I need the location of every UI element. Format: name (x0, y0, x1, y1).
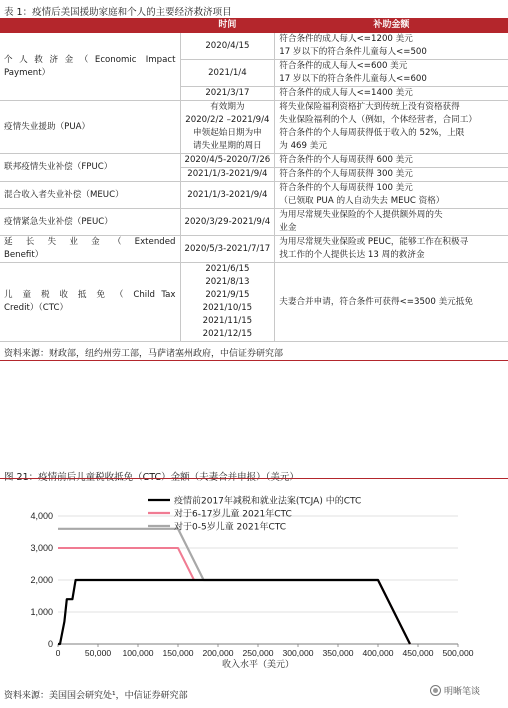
amount-cell (275, 60, 508, 87)
amount-cell (275, 236, 508, 263)
amount-line: 符合条件的成人每人<=1400 美元 (279, 88, 413, 98)
amount-line: 为 469 美元 (279, 141, 327, 151)
x-tick-label: 300,000 (282, 648, 314, 658)
x-tick-label: 350,000 (322, 648, 354, 658)
time-line: 有效期为 (210, 102, 245, 112)
x-tick-label: 150,000 (162, 648, 194, 658)
series-line (58, 548, 410, 644)
program-name-line: Benefit） (4, 250, 44, 260)
x-tick-label: 0 (55, 648, 61, 658)
amount-cell (275, 154, 508, 168)
time-line: 2021/3/17 (205, 88, 250, 98)
time-line: 2021/12/15 (202, 329, 253, 339)
ctc-line-chart (0, 480, 508, 680)
divider (0, 360, 508, 361)
x-tick-label: 500,000 (442, 648, 474, 658)
relief-programs-table (0, 18, 508, 342)
legend-label: 疫情前2017年减税和就业法案(TCJA) 中的CTC (174, 496, 362, 507)
amount-line: 找工作的个人提供长达 13 周的救济金 (279, 250, 425, 260)
program-name-cell (0, 263, 180, 342)
amount-line: 业金 (279, 223, 297, 233)
time-cell (180, 168, 275, 182)
time-line: 请失业星期的周日 (193, 141, 262, 151)
table-header-row (0, 18, 508, 33)
header-program (0, 18, 180, 33)
time-line: 2021/1/3-2021/9/4 (187, 169, 268, 179)
amount-line: 17 岁以下的符合条件儿童每人<=600 (279, 74, 427, 84)
time-cell (180, 182, 275, 209)
y-tick-label: 2,000 (30, 575, 53, 585)
amount-cell (275, 263, 508, 342)
time-cell (180, 87, 275, 101)
amount-line: 夫妻合并申请，符合条件可获得<=3500 美元抵免 (279, 296, 473, 307)
program-name-line: 延 长 失 业 金 （ Extended (4, 237, 176, 247)
amount-cell (275, 33, 508, 60)
amount-line: 符合条件的个人每周获得 100 美元 (279, 183, 413, 193)
program-name-line: 儿 童 税 收 抵 免 （ Child Tax (4, 290, 176, 300)
time-line: 2021/11/15 (202, 316, 253, 326)
amount-cell (275, 101, 508, 154)
time-cell (180, 101, 275, 154)
amount-cell (275, 168, 508, 182)
time-cell (180, 263, 275, 342)
program-name-line: 联邦疫情失业补偿（FPUC） (4, 162, 113, 172)
amount-line: 为用尽常规失业保险的个人提供额外周的失 (279, 210, 443, 220)
program-name-line: 个人救济金（Economic Impact (4, 54, 176, 65)
time-line: 2020/4/5-2020/7/26 (184, 155, 271, 165)
program-name-line: 疫情失业援助（PUA） (4, 121, 91, 132)
watermark-text: 明晰笔谈 (444, 687, 481, 697)
amount-line: 17 岁以下的符合条件儿童每人<=500 (279, 47, 427, 57)
y-tick-label: 1,000 (30, 607, 53, 617)
program-name-cell (0, 209, 180, 236)
amount-line: （已领取 PUA 的人自动失去 MEUC 资格） (279, 196, 445, 206)
table-row (0, 154, 508, 168)
time-line: 2021/9/15 (205, 290, 250, 300)
table-row (0, 101, 508, 154)
time-cell (180, 33, 275, 60)
table-caption: 表 1：疫情后美国援助家庭和个人的主要经济救济项目 (4, 7, 232, 18)
watermark-logo (430, 684, 480, 697)
table-row (0, 236, 508, 263)
y-tick-label: 4,000 (30, 511, 53, 521)
y-tick-label: 3,000 (30, 543, 53, 553)
time-line: 2021/10/15 (202, 303, 253, 313)
header-time: 时间 (180, 18, 275, 33)
amount-line: 符合条件的成人每人<=600 美元 (279, 61, 408, 71)
time-cell (180, 236, 275, 263)
time-line: 2020/3/29-2021/9/4 (184, 216, 271, 227)
program-name-line: 疫情紧急失业补偿（PEUC） (4, 216, 113, 227)
table-row (0, 33, 508, 60)
time-line: 2021/1/3-2021/9/4 (187, 189, 268, 200)
program-name-cell (0, 182, 180, 209)
figure-source: 资料来源：美国国会研究处¹，中信证券研究部 (4, 691, 188, 701)
series-line (58, 529, 410, 644)
time-cell (180, 60, 275, 87)
table-row (0, 263, 508, 342)
header-amount: 补助金额 (275, 18, 508, 33)
program-name-cell (0, 101, 180, 154)
amount-cell (275, 182, 508, 209)
time-line: 2020/4/15 (205, 40, 250, 51)
time-line: 2021/6/15 (205, 264, 250, 274)
x-tick-label: 50,000 (84, 648, 112, 658)
time-cell (180, 209, 275, 236)
time-line: 2021/8/13 (205, 277, 250, 287)
program-name-line: 混合收入者失业补偿（MEUC） (4, 189, 124, 200)
divider (0, 478, 508, 479)
wechat-icon (430, 685, 441, 696)
amount-line: 符合条件的成人每人<=1200 美元 (279, 34, 413, 44)
y-tick-label: 0 (47, 639, 53, 649)
amount-line: 符合条件的个人每周获得 300 美元 (279, 169, 413, 179)
amount-line: 为用尽常规失业保险或 PEUC，能够工作在积极寻 (279, 237, 469, 247)
table-row (0, 182, 508, 209)
table-row (0, 209, 508, 236)
amount-cell (275, 87, 508, 101)
amount-line: 失业保险福利的个人（例如，个体经营者，合同工） (279, 115, 477, 125)
x-tick-label: 100,000 (122, 648, 154, 658)
x-tick-label: 450,000 (402, 648, 434, 658)
x-tick-label: 250,000 (242, 648, 274, 658)
legend-label: 对于0-5岁儿童 2021年CTC (174, 522, 287, 533)
program-name-cell (0, 154, 180, 182)
amount-line: 将失业保险福利资格扩大到传统上没有资格获得 (279, 102, 460, 112)
time-line: 申领起始日期为申 (193, 128, 262, 138)
time-cell (180, 154, 275, 168)
program-name-line: Credit）（CTC） (4, 303, 69, 313)
program-name-line: Payment） (4, 67, 51, 78)
amount-cell (275, 209, 508, 236)
time-line: 2020/5/3-2021/7/17 (184, 243, 271, 254)
x-tick-label: 200,000 (202, 648, 234, 658)
table-source: 资料来源：财政部，纽约州劳工部，马萨诸塞州政府，中信证券研究部 (4, 349, 284, 359)
x-tick-label: 400,000 (362, 648, 394, 658)
amount-line: 符合条件的个人每周获得低于收入的 52%，上限 (279, 128, 465, 138)
time-line: 2020/2/2 –2021/9/4 (185, 115, 270, 125)
amount-line: 符合条件的个人每周获得 600 美元 (279, 155, 413, 165)
time-line: 2021/1/4 (208, 67, 247, 78)
program-name-cell (0, 33, 180, 101)
program-name-cell (0, 236, 180, 263)
legend-label: 对于6-17岁儿童 2021年CTC (174, 509, 292, 520)
x-axis-label: 收入水平（美元） (221, 660, 295, 670)
